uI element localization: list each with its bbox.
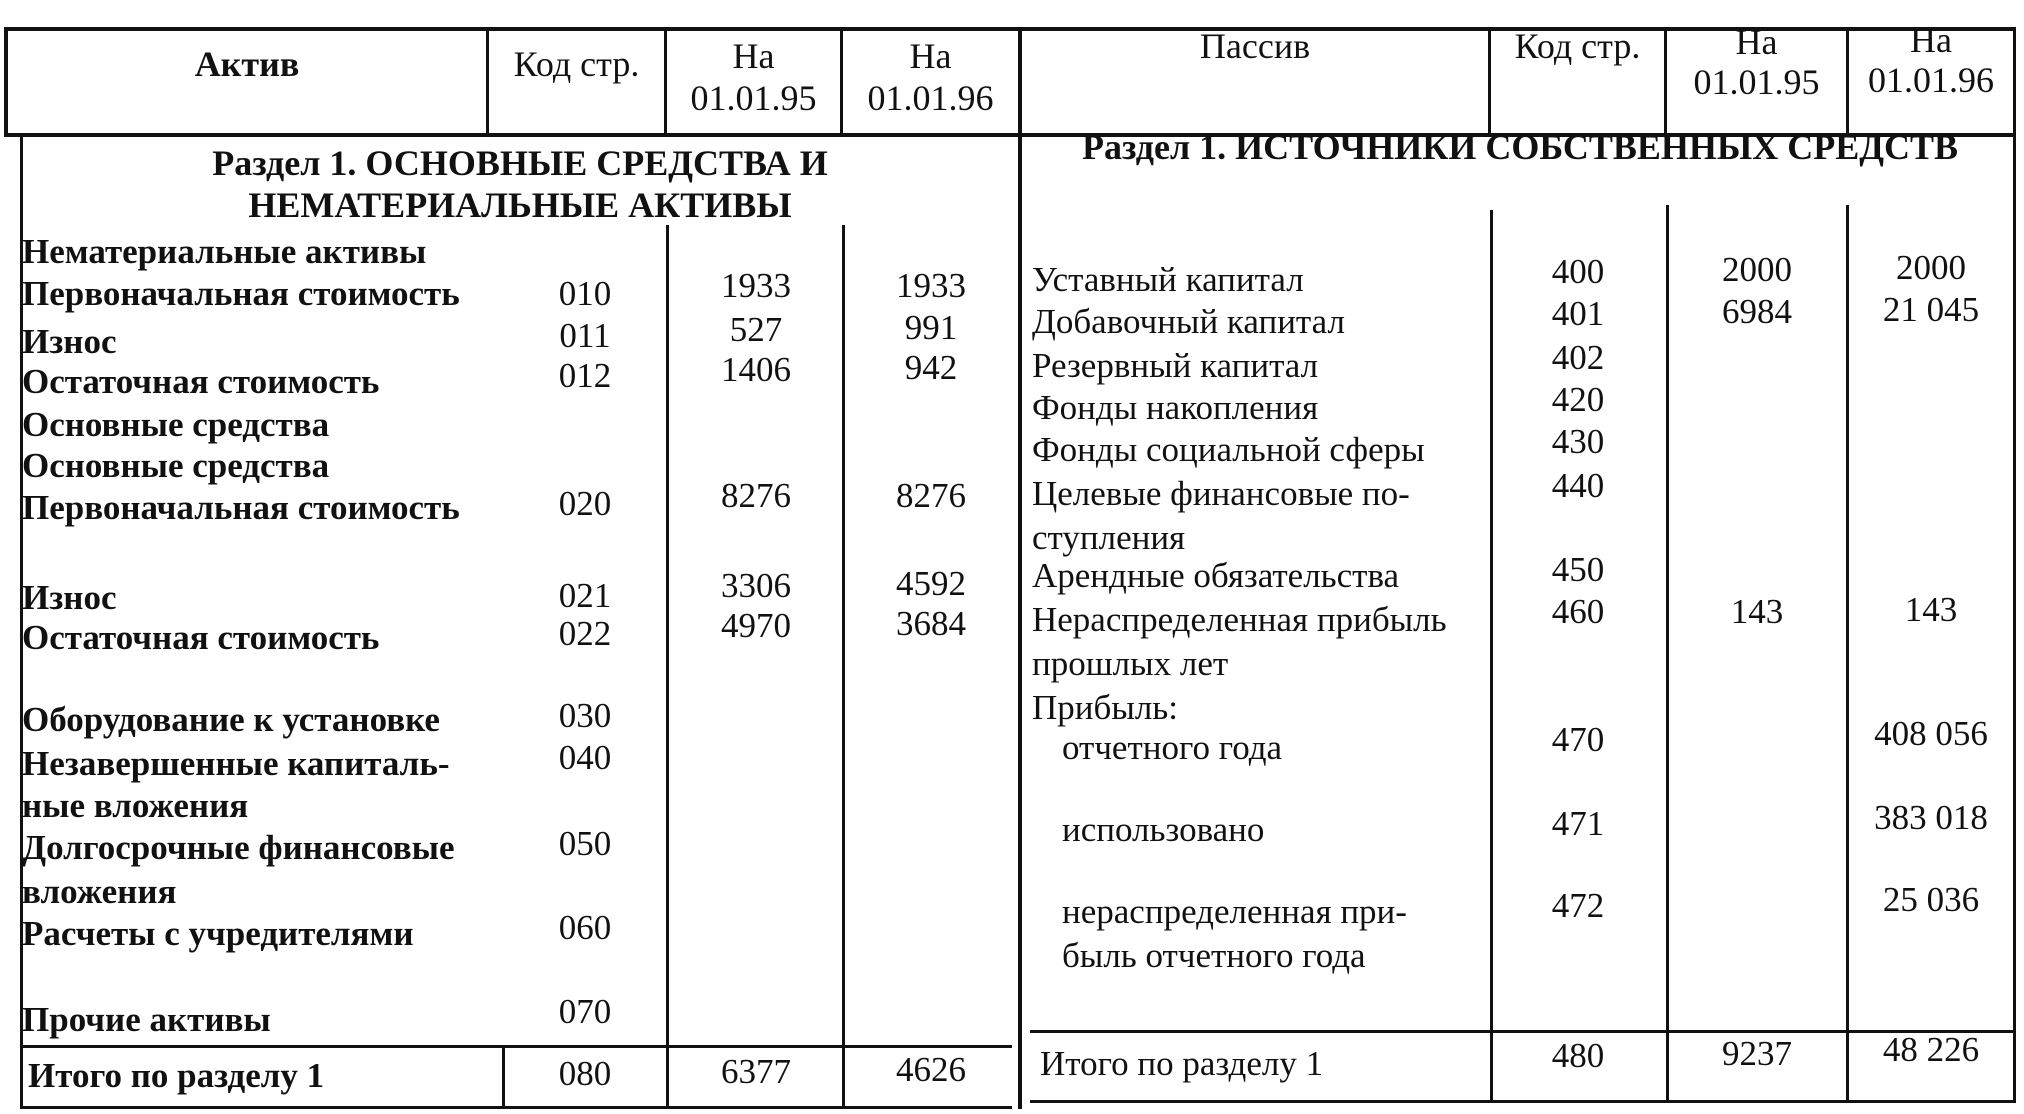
right-total-code: 480: [1551, 1036, 1605, 1075]
left-row-label: вложения: [22, 872, 177, 911]
left-row-label: Износ: [22, 578, 117, 617]
left-row-label: Основные средства: [22, 405, 330, 444]
header-date2-left-l1: На: [909, 36, 952, 76]
left-row-value-95: 3306: [721, 566, 791, 605]
right-row-label: отчетного года: [1062, 728, 1283, 767]
left-row-label: Незавершенные капиталь-: [22, 744, 450, 783]
left-row-label: Прочие активы: [22, 1000, 271, 1039]
header-kod-right: Код стр.: [1514, 26, 1641, 66]
left-row-code: 021: [558, 576, 612, 615]
right-row-label: использовано: [1062, 810, 1265, 849]
left-row-code: 030: [558, 696, 612, 735]
right-total-value-95: 9237: [1722, 1034, 1792, 1073]
right-row-label: Целевые финансовые по-: [1032, 474, 1410, 513]
right-row-code: 472: [1551, 886, 1605, 925]
right-row-code: 402: [1551, 338, 1605, 377]
left-row-label: Износ: [22, 322, 117, 361]
right-row-label: Фонды накопления: [1032, 388, 1319, 427]
left-row-value-95: 8276: [721, 476, 791, 515]
right-total-label: Итого по разделу 1: [1040, 1044, 1324, 1083]
left-row-label: Долгосрочные финансовые: [22, 828, 455, 867]
left-row-label: Расчеты с учредителями: [22, 914, 414, 953]
right-section-title: Раздел 1. ИСТОЧНИКИ СОБСТВЕННЫХ СРЕДСТВ: [1081, 127, 1959, 167]
left-row-code: 010: [558, 274, 612, 313]
right-row-label: прошлых лет: [1032, 644, 1229, 683]
header-date1-right-l2: 01.01.95: [1693, 62, 1820, 102]
left-section-title-l1: Раздел 1. ОСНОВНЫЕ СРЕДСТВА И: [212, 143, 828, 183]
right-row-label: Фонды социальной сферы: [1032, 430, 1425, 469]
center-divider: [1018, 27, 1022, 1109]
left-row-value-96: 942: [904, 348, 958, 387]
right-row-label: Уставный капитал: [1032, 260, 1304, 299]
right-row-code: 450: [1551, 550, 1605, 589]
right-row-label: Арендные обязательства: [1032, 556, 1400, 595]
right-row-code: 471: [1551, 804, 1605, 843]
left-row-label: ные вложения: [22, 786, 249, 825]
left-row-code: 070: [558, 992, 612, 1031]
right-row-code: 401: [1551, 294, 1605, 333]
right-row-value-96: 25 036: [1882, 880, 1980, 919]
right-row-code: 420: [1551, 380, 1605, 419]
left-row-label: Нематериальные активы: [22, 232, 427, 271]
left-row-label: Первоначальная стоимость: [22, 274, 460, 313]
left-row-code: 022: [558, 614, 612, 653]
left-total-value-95: 6377: [721, 1052, 791, 1091]
right-row-value-96: 143: [1904, 590, 1958, 629]
right-row-value-96: 21 045: [1882, 290, 1980, 329]
header-date1-left-l2: 01.01.95: [690, 78, 817, 118]
right-row-code: 470: [1551, 720, 1605, 759]
col-line-kod-v95-body: [666, 225, 669, 1109]
right-row-value-96: 408 056: [1874, 714, 1988, 753]
left-row-code: 011: [559, 316, 611, 355]
left-row-code: 020: [558, 484, 612, 523]
left-row-label: Остаточная стоимость: [22, 618, 380, 657]
left-row-value-96: 1933: [896, 266, 966, 305]
left-row-code: 060: [558, 908, 612, 947]
col-line-kod-v95-right-body: [1666, 205, 1669, 1103]
left-row-value-95: 1933: [721, 266, 791, 305]
left-row-label: Остаточная стоимость: [22, 362, 380, 401]
left-row-value-95: 4970: [721, 606, 791, 645]
right-row-code: 400: [1551, 252, 1605, 291]
right-row-label: быль отчетного года: [1062, 936, 1366, 975]
left-row-code: 040: [558, 738, 612, 777]
right-row-label: Нераспределенная прибыль: [1032, 600, 1447, 639]
left-total-bottom-border: [22, 1106, 1012, 1109]
right-row-value-96: 2000: [1896, 248, 1966, 287]
left-row-value-96: 991: [904, 308, 958, 347]
left-row-value-96: 3684: [896, 604, 966, 643]
right-row-label: Резервный капитал: [1032, 346, 1319, 385]
header-date2-right-l2: 01.01.96: [1868, 60, 1994, 100]
header-kod-left: Код стр.: [513, 44, 640, 84]
right-total-bottom-border: [1030, 1100, 2016, 1103]
left-row-label: Оборудование к установке: [22, 700, 440, 739]
right-row-label: ступления: [1032, 518, 1186, 557]
header-date1-left-l1: На: [732, 36, 775, 76]
right-outer-border: [2013, 27, 2016, 1103]
left-total-value-96: 4626: [896, 1050, 966, 1089]
left-row-code: 050: [558, 824, 612, 863]
right-row-code: 440: [1551, 466, 1605, 505]
header-date1-right-l1: На: [1735, 22, 1778, 62]
left-row-code: 012: [558, 356, 612, 395]
right-row-value-95: 143: [1730, 592, 1784, 631]
header-date2-right-l1: На: [1910, 20, 1952, 60]
right-row-code: 460: [1551, 592, 1605, 631]
right-total-value-96: 48 226: [1882, 1030, 1980, 1069]
right-row-label: нераспределенная при-: [1062, 892, 1407, 931]
header-passiv: Пассив: [1199, 26, 1311, 66]
left-row-value-96: 4592: [896, 564, 966, 603]
right-row-value-96: 383 018: [1874, 798, 1988, 837]
right-row-label: Прибыль:: [1032, 688, 1178, 727]
left-row-value-96: 8276: [896, 476, 966, 515]
right-row-value-95: 2000: [1722, 250, 1792, 289]
left-row-value-95: 1406: [721, 350, 791, 389]
header-date2-left-l2: 01.01.96: [867, 78, 994, 118]
left-section-title-l2: НЕМАТЕРИАЛЬНЫЕ АКТИВЫ: [248, 185, 792, 225]
left-total-label: Итого по разделу 1: [28, 1056, 325, 1095]
left-row-value-95: 527: [729, 310, 783, 349]
right-row-label: Добавочный капитал: [1032, 302, 1345, 341]
left-total-code: 080: [558, 1054, 612, 1093]
right-row-value-95: 6984: [1722, 292, 1792, 331]
header-aktiv: Актив: [194, 44, 300, 84]
left-row-label: Основные средства: [22, 446, 330, 485]
left-row-label: Первоначальная стоимость: [22, 488, 460, 527]
left-total-top-border: [22, 1045, 1012, 1048]
col-line-v95-v96-right-body: [1846, 205, 1849, 1103]
right-row-code: 430: [1551, 422, 1605, 461]
